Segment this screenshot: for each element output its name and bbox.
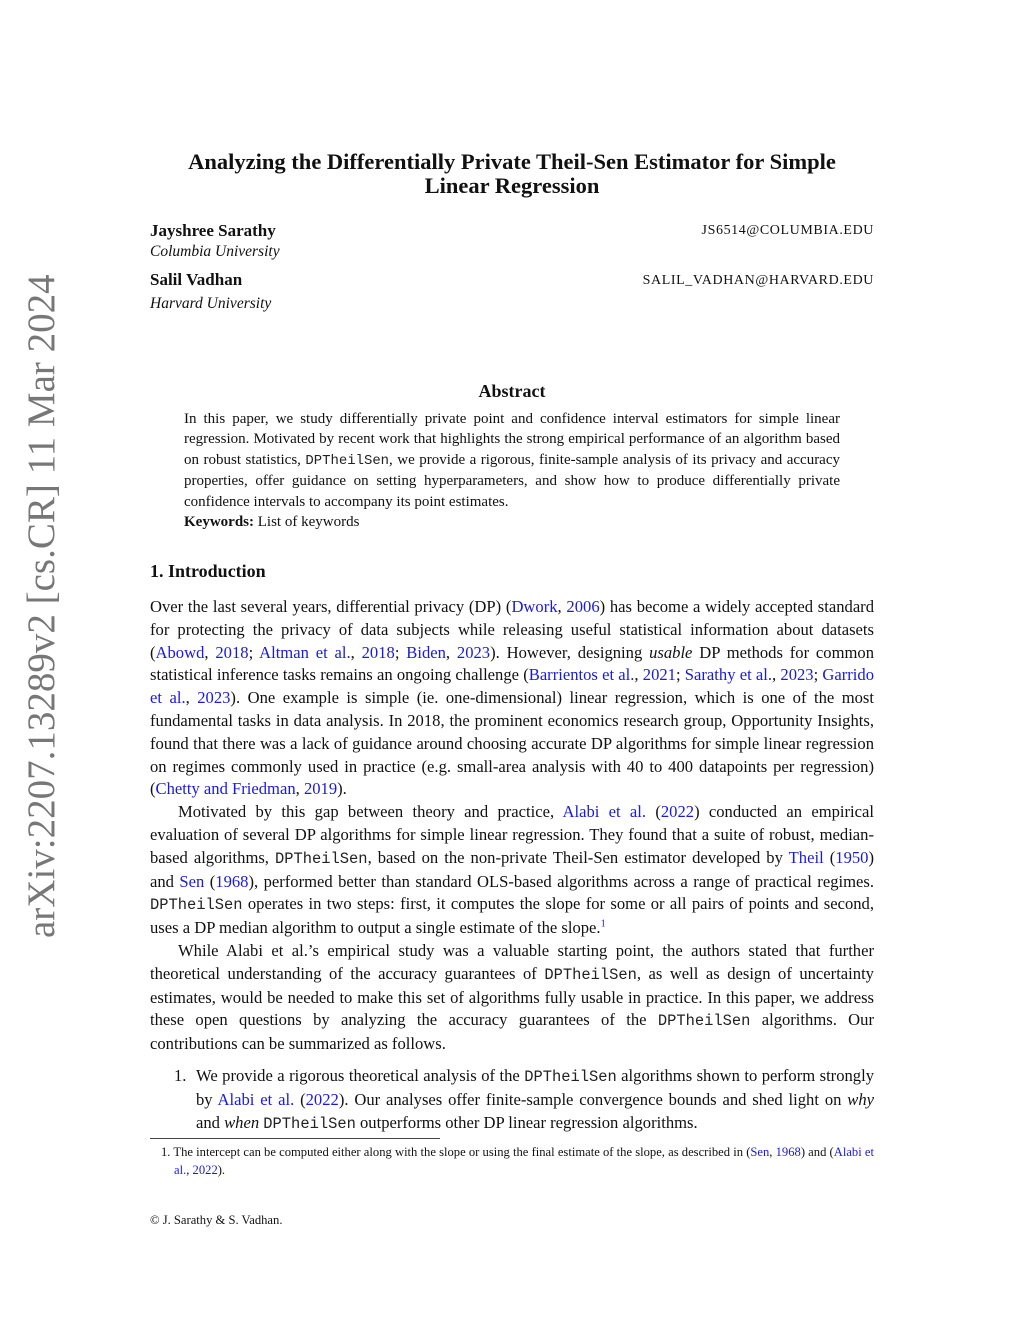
citation-link[interactable]: 2023 (780, 665, 814, 685)
author-1-name: Jayshree Sarathy (150, 221, 276, 240)
copyright-notice: © J. Sarathy & S. Vadhan. (150, 1213, 283, 1227)
paragraph-2: Motivated by this gap between theory and practice, Alabi et al. (2022) conducted an empirical evaluation of several DP algorithms for simple linear regression. They found that a suite of robust, median-based algorithms, DPTheilSen, based on the non-private Theil-Sen estimator developed by Theil (1950) and Sen (1968), performed better than standard OLS-based algorithms across a range of practical regimes. DPTheilSen operates in two steps: first, it computes the slope for some or all pairs of points and second, uses a DP median algorithm to output a single estimate of the slope.$^1$ (150, 802, 874, 938)
introduction-body (150, 596, 874, 1135)
citation-link[interactable]: Sen (750, 1145, 770, 1159)
citation-link[interactable]: Chetty and Friedman (155, 779, 296, 799)
code-dptheilsen: DPTheilSen (263, 1114, 356, 1133)
citation-link[interactable]: Alabi et al. (217, 1089, 295, 1109)
citation-link[interactable]: 2019 (303, 779, 338, 799)
citation-link[interactable]: Abowd (155, 642, 205, 662)
citation-link[interactable]: 1968 (215, 871, 249, 891)
author-1-email[interactable]: JS6514@COLUMBIA.EDU (701, 223, 874, 238)
citation-link[interactable]: Garrido et al. (150, 665, 875, 708)
paragraph-3: While Alabi et al.’s empirical study was a valuable starting point, the authors stated that further theoretical understanding of the accuracy guarantees of DPTheilSen, as well as design of uncertainty estimates, would be needed to make this set of algorithms fully usable in practice. In this paper, we address these open questions by analyzing the accuracy guarantees of the DPTheilSen algorithms. Our contributions can be summarized as follows. (150, 940, 874, 1054)
footnote-divider (150, 1138, 440, 1139)
citation-link[interactable]: 2018 (215, 642, 249, 662)
citation-link[interactable]: 1950 (835, 847, 869, 867)
code-dptheilsen: DPTheilSen (150, 896, 243, 915)
citation-link[interactable]: 2006 (566, 597, 600, 616)
code-dptheilsen: DPTheilSen (305, 452, 390, 469)
title-line-2: Linear Regression (424, 173, 600, 198)
citation-link[interactable]: 2023 (456, 642, 491, 662)
title-line-1: Analyzing the Differentially Private Theil-Sen Estimator for Simple (188, 149, 836, 174)
abstract-heading: Abstract (478, 381, 546, 401)
abstract-text: , we provide a rigorous, finite-sample analysis of its privacy and accuracy properties, offer guidance on setting hyperparameters, and show how to produce differentially private confidence intervals to accompany its point estimates. (184, 451, 840, 510)
citation-link[interactable]: Dwork (511, 597, 558, 616)
citation-link[interactable]: 2022 (305, 1089, 339, 1109)
citation-link[interactable]: Theil (788, 847, 824, 867)
citation-link[interactable]: Sen (179, 871, 205, 891)
citation-link[interactable]: Alabi et al. (174, 1145, 874, 1177)
section-heading-introduction: 1. Introduction (150, 561, 266, 581)
footnote-marker[interactable]: 1 (600, 918, 606, 930)
contributions-list (150, 1065, 874, 1135)
abstract-body (184, 409, 840, 532)
code-dptheilsen: DPTheilSen (544, 965, 637, 984)
code-dptheilsen: DPTheilSen (524, 1067, 617, 1086)
author-1-affiliation: Columbia University (150, 243, 280, 260)
author-2-name: Salil Vadhan (150, 270, 243, 289)
citation-link[interactable]: Biden (406, 642, 446, 662)
paper-title (150, 150, 874, 198)
arxiv-identifier-stamp: arXiv:2207.13289v2 [cs.CR] 11 Mar 2024 (20, 274, 63, 938)
citation-link[interactable]: 2022 (660, 802, 695, 822)
keywords-label: Keywords: (184, 514, 254, 531)
author-2-affiliation: Harvard University (150, 295, 272, 312)
keywords-value: List of keywords (254, 514, 360, 531)
citation-link[interactable]: 2021 (642, 665, 676, 685)
list-item: 1. We provide a rigorous theoretical analysis of the DPTheilSen algorithms shown to perform strongly by Alabi et al. (2022). Our analyses offer finite-sample convergence bounds and shed light on why and when DPTheilSen outperforms other DP linear regression algorithms. (174, 1065, 875, 1133)
abstract-text: In this paper, we study differentially private point and confidence interval estimators for simple linear regression. Motivated by recent work that highlights the strong empirical performance of an algorithm based on robust statistics, (184, 411, 840, 468)
citation-link[interactable]: Sarathy et al. (684, 665, 773, 685)
citation-link[interactable]: 2018 (361, 642, 395, 662)
code-dptheilsen: DPTheilSen (275, 849, 368, 868)
citation-link[interactable]: Barrientos et al. (528, 665, 635, 685)
code-dptheilsen: DPTheilSen (657, 1012, 751, 1031)
footnote-1: 1. The intercept can be computed either along with the slope or using the final estimate of the slope, as described in (Sen, 1968) and (Alabi et al., 2022). (161, 1145, 874, 1177)
citation-link[interactable]: 2023 (197, 688, 231, 708)
citation-link[interactable]: Alabi et al. (562, 802, 647, 822)
citation-link[interactable]: 2022 (192, 1163, 218, 1177)
paragraph-1: Over the last several years, differential privacy (DP) (Dwork, 2006) has become a widely accepted standard for protecting the privacy of data subjects while releasing useful statistical information about datasets (Abowd, 2018; Altman et al., 2018; Biden, 2023). However, designing usable DP methods for common statistical inference tasks remains an ongoing challenge (Barrientos et al., 2021; Sarathy et al., 2023; Garrido et al., 2023). One example is simple (ie. one-dimensional) linear regression, which is one of the most fundamental tasks in data analysis. In 2018, the prominent economics research group, Opportunity Insights, found that there was a lack of guidance around choosing accurate DP algorithms for simple linear regression on regimes commonly used in practice (e.g. small-area analysis with 40 to 400 datapoints per regression) (Chetty and Friedman, 2019). (150, 597, 875, 799)
citation-link[interactable]: Altman et al. (259, 642, 351, 662)
author-2-email[interactable]: SALIL_VADHAN@HARVARD.EDU (642, 273, 874, 288)
citation-link[interactable]: 1968 (775, 1145, 801, 1159)
list-item-number: 1. (174, 1065, 187, 1085)
